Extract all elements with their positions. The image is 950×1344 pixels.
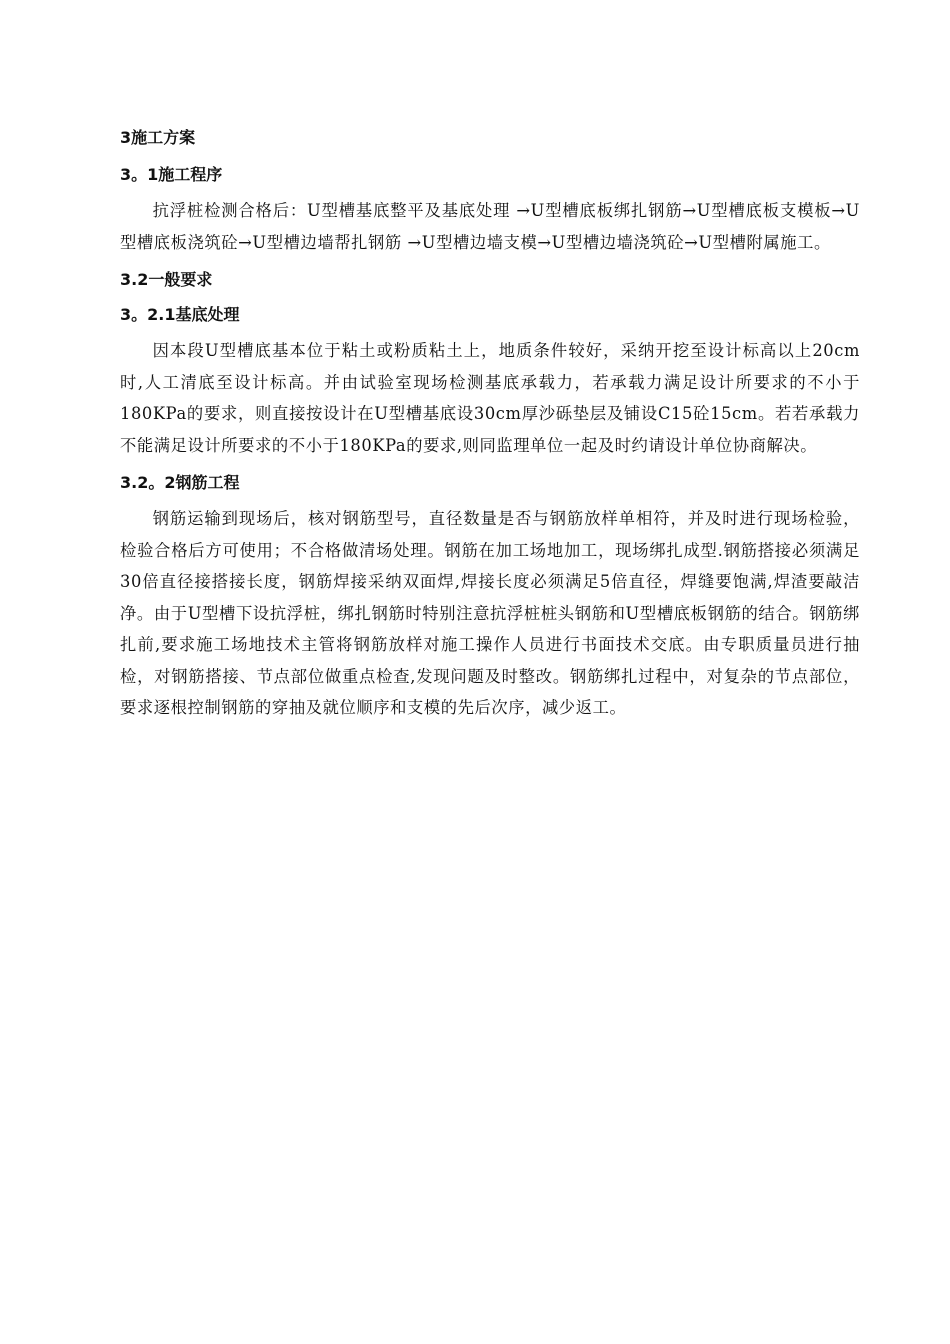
section-3-2-2-paragraph: 钢筋运输到现场后，核对钢筋型号，直径数量是否与钢筋放样单相符，并及时进行现场检验，检验合格后方可使用；不合格做清场处理。钢筋在加工场地加工，现场绑扎成型.钢筋搭接必须满足30倍直径接搭接长度，钢筋焊接采纳双面焊,焊接长度必须满足5倍直径，焊缝要饱满,焊渣要敲洁净。由于U型槽下设抗浮桩，绑扎钢筋时特别注意抗浮桩桩头钢筋和U型槽底板钢筋的结合。钢筋绑扎前,要求施工场地技术主管将钢筋放样对施工操作人员进行书面技术交底。由专职质量员进行抽检，对钢筋搭接、节点部位做重点检查,发现问题及时整改。钢筋绑扎过程中，对复杂的节点部位，要求逐根控制钢筋的穿抽及就位顺序和支模的先后次序，减少返工。 xyxy=(120,509,860,717)
section-3-1-paragraph: 抗浮桩检测合格后：U型槽基底整平及基底处理 →U型槽底板绑扎钢筋→U型槽底板支模板→U型槽底板浇筑砼→U型槽边墙帮扎钢筋 →U型槽边墙支模→U型槽边墙浇筑砼→U型槽附属施工。 xyxy=(120,201,860,252)
section-3-2-2-heading: 3.2。2钢筋工程 xyxy=(120,473,240,492)
section-3-2-heading: 3.2一般要求 xyxy=(120,270,213,289)
section-3-heading: 3施工方案 xyxy=(120,128,196,147)
section-3-2-1-heading: 3。2.1基底处理 xyxy=(120,305,240,324)
document-page xyxy=(120,123,860,731)
section-3-2-1-paragraph: 因本段U型槽底基本位于粘土或粉质粘土上，地质条件较好，采纳开挖至设计标高以上20cm时,人工清底至设计标高。并由试验室现场检测基底承载力，若承载力满足设计所要求的不小于180KPa的要求，则直接按设计在U型槽基底设30cm厚沙砾垫层及铺设C15砼15cm。若若承载力不能满足设计所要求的不小于180KPa的要求,则同监理单位一起及时约请设计单位协商解决。 xyxy=(120,341,860,455)
section-3-1-heading: 3。1施工程序 xyxy=(120,165,223,184)
